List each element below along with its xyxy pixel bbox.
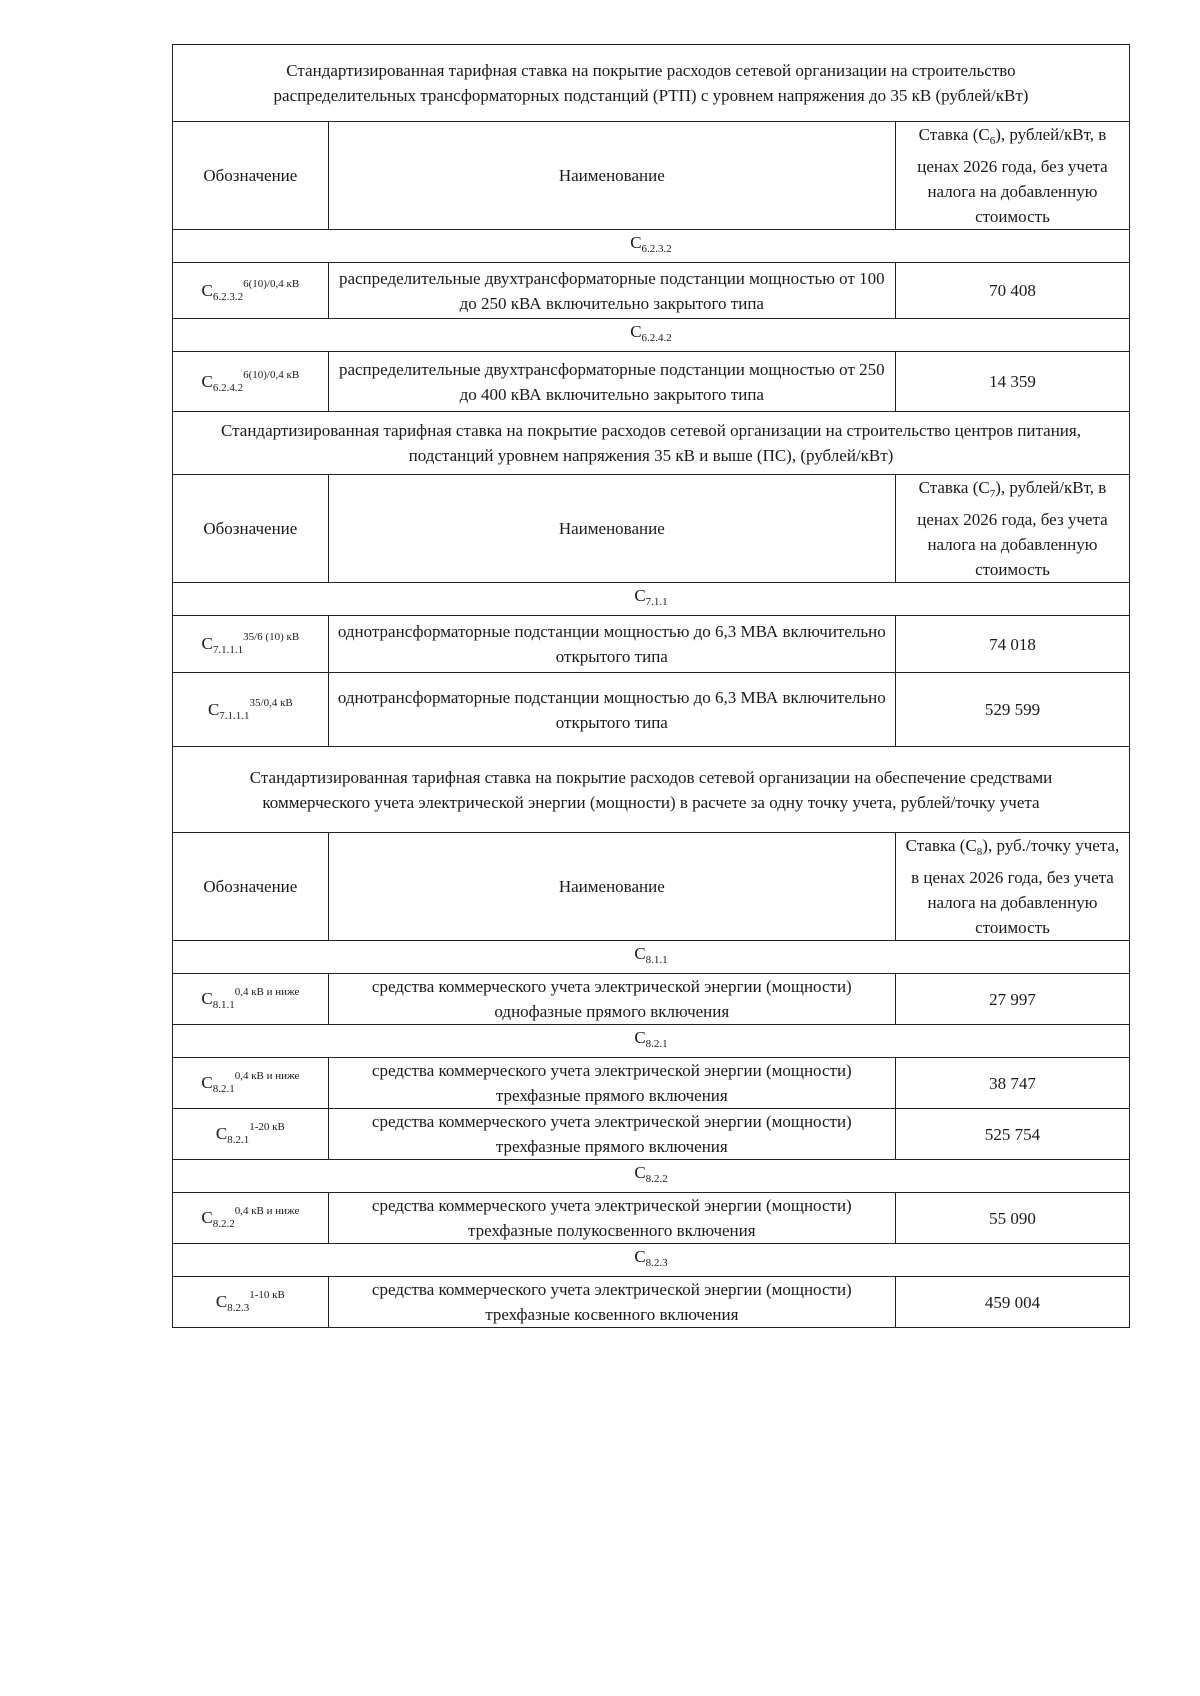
header-rate: Ставка $(С_7)$, рублей/кВт, в ценах 2026 года, без учета налога на добавленную стоимость xyxy=(895,475,1129,583)
header-rate: Ставка $(С_6)$, рублей/кВт, в ценах 2026 года, без учета налога на добавленную стоимость xyxy=(895,122,1129,230)
row-designation: $С_{7.1.1.1}^{35/0,4 кВ}$ xyxy=(173,673,329,747)
group-code: $С_{8.1.1}$ xyxy=(173,941,1130,974)
section-title-row xyxy=(173,412,1130,475)
group-code: $С_{8.2.1}$ xyxy=(173,1025,1130,1058)
row-name: распределительные двухтрансформаторные подстанции мощностью от 250 до 400 кВА включительно закрытого типа xyxy=(328,352,895,412)
row-designation: $С_{8.2.1}^{0,4 кВ и ниже}$ xyxy=(173,1058,329,1109)
row-designation: $С_{8.2.1}^{1-20 кВ}$ xyxy=(173,1109,329,1160)
table-row xyxy=(173,1058,1130,1109)
row-value: 27 997 xyxy=(895,974,1129,1025)
row-value: 55 090 xyxy=(895,1193,1129,1244)
group-row xyxy=(173,230,1130,263)
header-name: Наименование xyxy=(328,475,895,583)
group-row xyxy=(173,1244,1130,1277)
section-title: Стандартизированная тарифная ставка на покрытие расходов сетевой организации на строительство центров питания, подстанций уровнем напряжения 35 кВ и выше (ПС), (рублей/кВт) xyxy=(173,412,1130,475)
row-designation: $С_{8.2.3}^{1-10 кВ}$ xyxy=(173,1277,329,1328)
group-row xyxy=(173,1025,1130,1058)
header-designation: Обозначение xyxy=(173,833,329,941)
table-row xyxy=(173,352,1130,412)
section-title: Стандартизированная тарифная ставка на покрытие расходов сетевой организации на обеспечение средствами коммерческого учета электрической энергии (мощности) в расчете за одну точку учета, рублей/точку учета xyxy=(173,747,1130,833)
row-name: средства коммерческого учета электрической энергии (мощности) однофазные прямого включения xyxy=(328,974,895,1025)
header-designation: Обозначение xyxy=(173,122,329,230)
table-row xyxy=(173,1277,1130,1328)
row-name: средства коммерческого учета электрической энергии (мощности) трехфазные прямого включения xyxy=(328,1058,895,1109)
row-value: 14 359 xyxy=(895,352,1129,412)
section-title: Стандартизированная тарифная ставка на покрытие расходов сетевой организации на строительство распределительных трансформаторных подстанций (РТП) с уровнем напряжения до 35 кВ (рублей/кВт) xyxy=(173,45,1130,122)
row-designation: $С_{8.2.2}^{0,4 кВ и ниже}$ xyxy=(173,1193,329,1244)
row-designation: $С_{6.2.3.2}^{6(10)/0,4 кВ}$ xyxy=(173,263,329,319)
row-designation: $С_{6.2.4.2}^{6(10)/0,4 кВ}$ xyxy=(173,352,329,412)
group-row xyxy=(173,319,1130,352)
row-value: 529 599 xyxy=(895,673,1129,747)
row-value: 74 018 xyxy=(895,616,1129,673)
row-value: 459 004 xyxy=(895,1277,1129,1328)
row-value: 38 747 xyxy=(895,1058,1129,1109)
group-code: $С_{8.2.2}$ xyxy=(173,1160,1130,1193)
row-value: 70 408 xyxy=(895,263,1129,319)
row-designation: $С_{8.1.1}^{0,4 кВ и ниже}$ xyxy=(173,974,329,1025)
group-code: $С_{7.1.1}$ xyxy=(173,583,1130,616)
group-code: $С_{8.2.3}$ xyxy=(173,1244,1130,1277)
header-designation: Обозначение xyxy=(173,475,329,583)
header-rate: Ставка $(С_8)$, руб./точку учета, в ценах 2026 года, без учета налога на добавленную стоимость xyxy=(895,833,1129,941)
row-name: однотрансформаторные подстанции мощностью до 6,3 МВА включительно открытого типа xyxy=(328,616,895,673)
tariff-rates-table xyxy=(172,44,1130,1328)
section-title-row xyxy=(173,45,1130,122)
group-row xyxy=(173,1160,1130,1193)
header-row xyxy=(173,122,1130,230)
table-row xyxy=(173,974,1130,1025)
group-code: $С_{6.2.3.2}$ xyxy=(173,230,1130,263)
group-row xyxy=(173,941,1130,974)
row-name: средства коммерческого учета электрической энергии (мощности) трехфазные прямого включения xyxy=(328,1109,895,1160)
row-value: 525 754 xyxy=(895,1109,1129,1160)
row-name: распределительные двухтрансформаторные подстанции мощностью от 100 до 250 кВА включительно закрытого типа xyxy=(328,263,895,319)
row-name: средства коммерческого учета электрической энергии (мощности) трехфазные косвенного включения xyxy=(328,1277,895,1328)
table-row xyxy=(173,263,1130,319)
row-name: средства коммерческого учета электрической энергии (мощности) трехфазные полукосвенного включения xyxy=(328,1193,895,1244)
row-designation: $С_{7.1.1.1}^{35/6 (10) кВ}$ xyxy=(173,616,329,673)
row-name: однотрансформаторные подстанции мощностью до 6,3 МВА включительно открытого типа xyxy=(328,673,895,747)
header-row xyxy=(173,475,1130,583)
table-row xyxy=(173,1109,1130,1160)
header-name: Наименование xyxy=(328,122,895,230)
group-row xyxy=(173,583,1130,616)
table-row xyxy=(173,673,1130,747)
header-name: Наименование xyxy=(328,833,895,941)
table-row xyxy=(173,1193,1130,1244)
section-title-row xyxy=(173,747,1130,833)
group-code: $С_{6.2.4.2}$ xyxy=(173,319,1130,352)
table-row xyxy=(173,616,1130,673)
header-row xyxy=(173,833,1130,941)
